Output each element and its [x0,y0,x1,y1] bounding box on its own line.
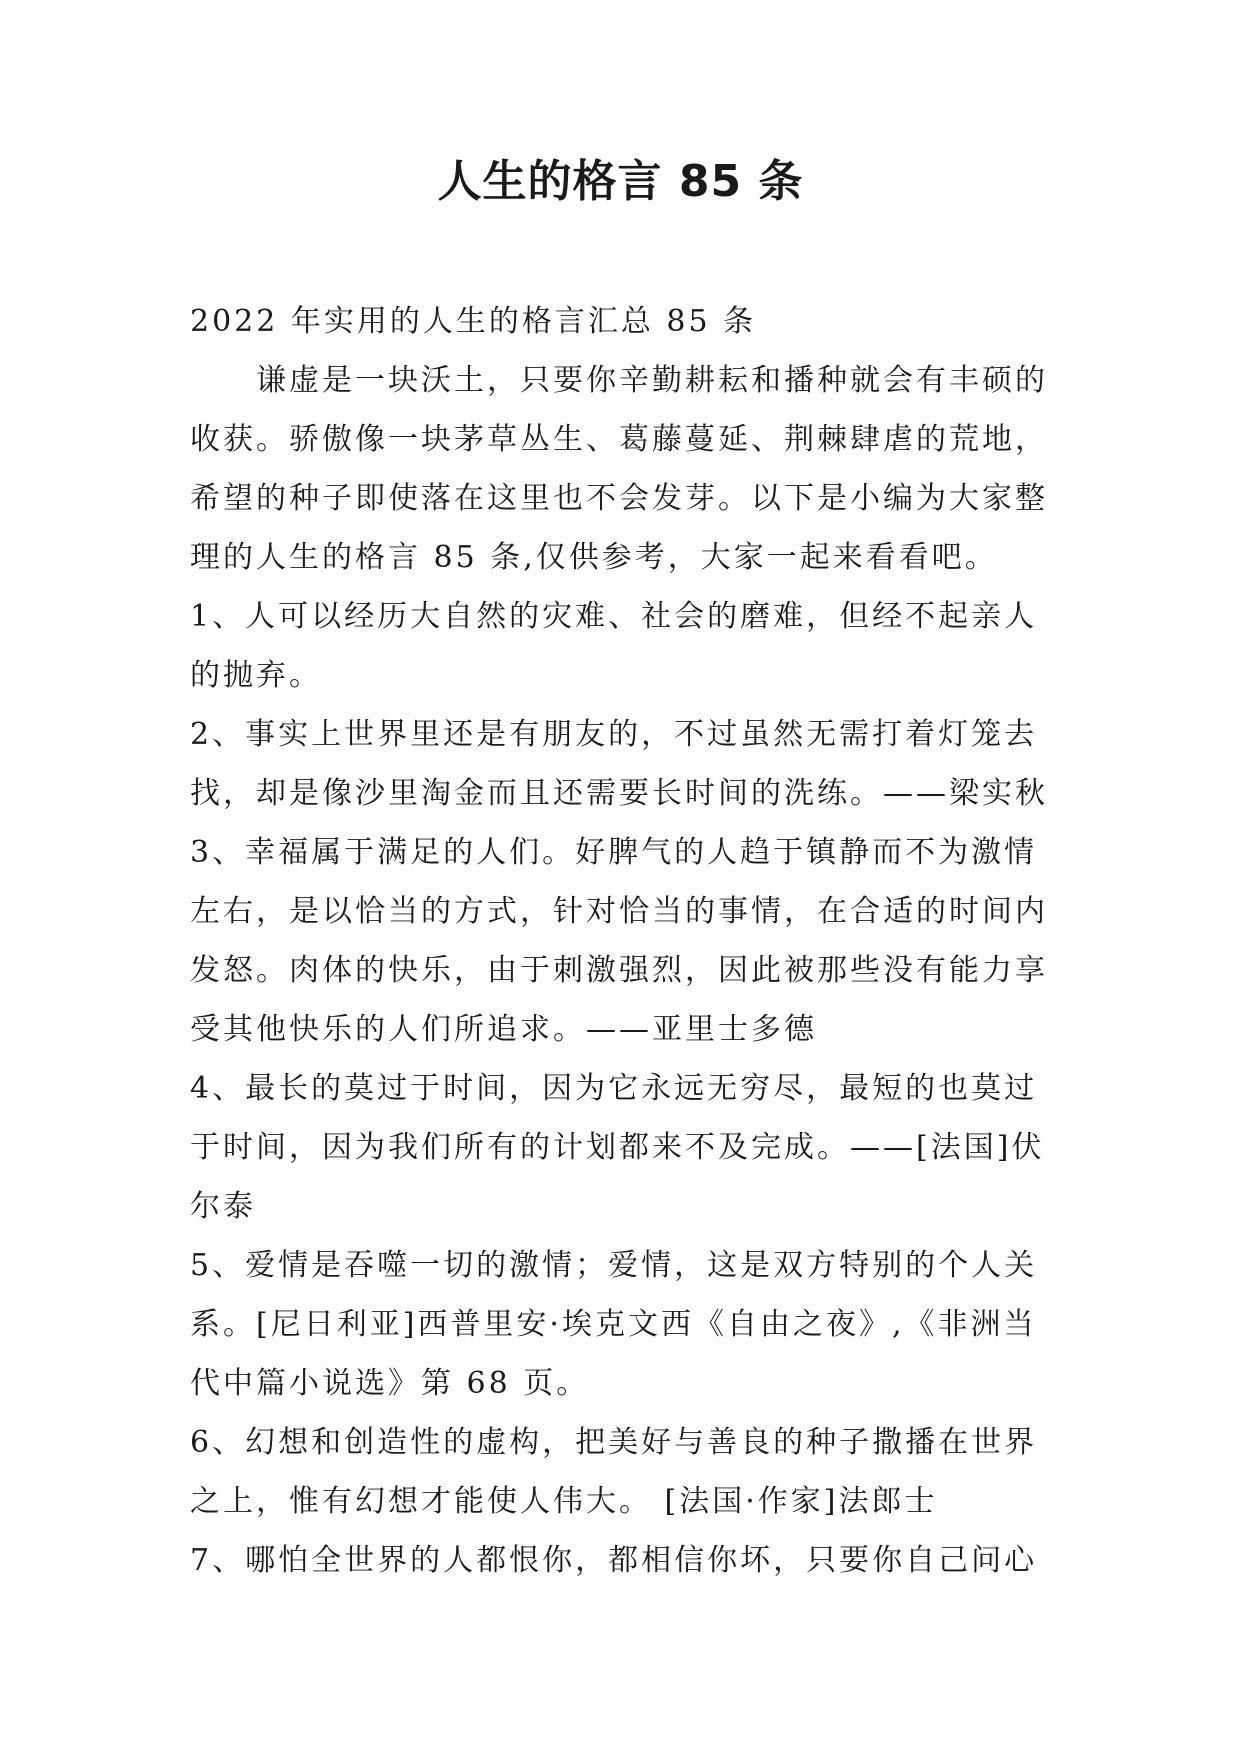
quote-item-1: 1、人可以经历大自然的灾难、社会的磨难，但经不起亲人的抛弃。 [190,599,1038,693]
document-body [190,292,1060,1590]
quote-item-7: 7、哪怕全世界的人都恨你，都相信你坏，只要你自己问心 [190,1543,1038,1578]
quote-item-2: 2、事实上世界里还是有朋友的，不过虽然无需打着灯笼去找，却是像沙里淘金而且还需要长时间的洗练。——梁实秋 [190,717,1048,811]
quote-item-5: 5、爱情是吞噬一切的激情；爱情，这是双方特别的个人关系。[尼日利亚]西普里安·埃克文西《自由之夜》,《非洲当代中篇小说选》第 68 页。 [190,1248,1038,1401]
intro-paragraph: 谦虚是一块沃土，只要你辛勤耕耘和播种就会有丰硕的收获。骄傲像一块茅草丛生、葛藤蔓延、荆棘肆虐的荒地，希望的种子即使落在这里也不会发芽。以下是小编为大家整理的人生的格言 85 条,仅供参考，大家一起来看看吧。 [190,363,1048,575]
document-title: 人生的格言 85 条 [437,156,804,207]
quote-item-4: 4、最长的莫过于时间，因为它永远无穷尽，最短的也莫过于时间，因为我们所有的计划都来不及完成。——[法国]伏尔泰 [190,1071,1045,1224]
quote-item-6: 6、幻想和创造性的虚构，把美好与善良的种子撒播在世界之上，惟有幻想才能使人伟大。 [法国·作家]法郎士 [190,1425,1038,1519]
quote-item-3: 3、幸福属于满足的人们。好脾气的人趋于镇静而不为激情左右，是以恰当的方式，针对恰当的事情，在合适的时间内发怒。肉体的快乐，由于刺激强烈，因此被那些没有能力享受其他快乐的人们所追求。——亚里士多德 [190,835,1048,1047]
document-subtitle: 2022 年实用的人生的格言汇总 85 条 [190,304,757,339]
